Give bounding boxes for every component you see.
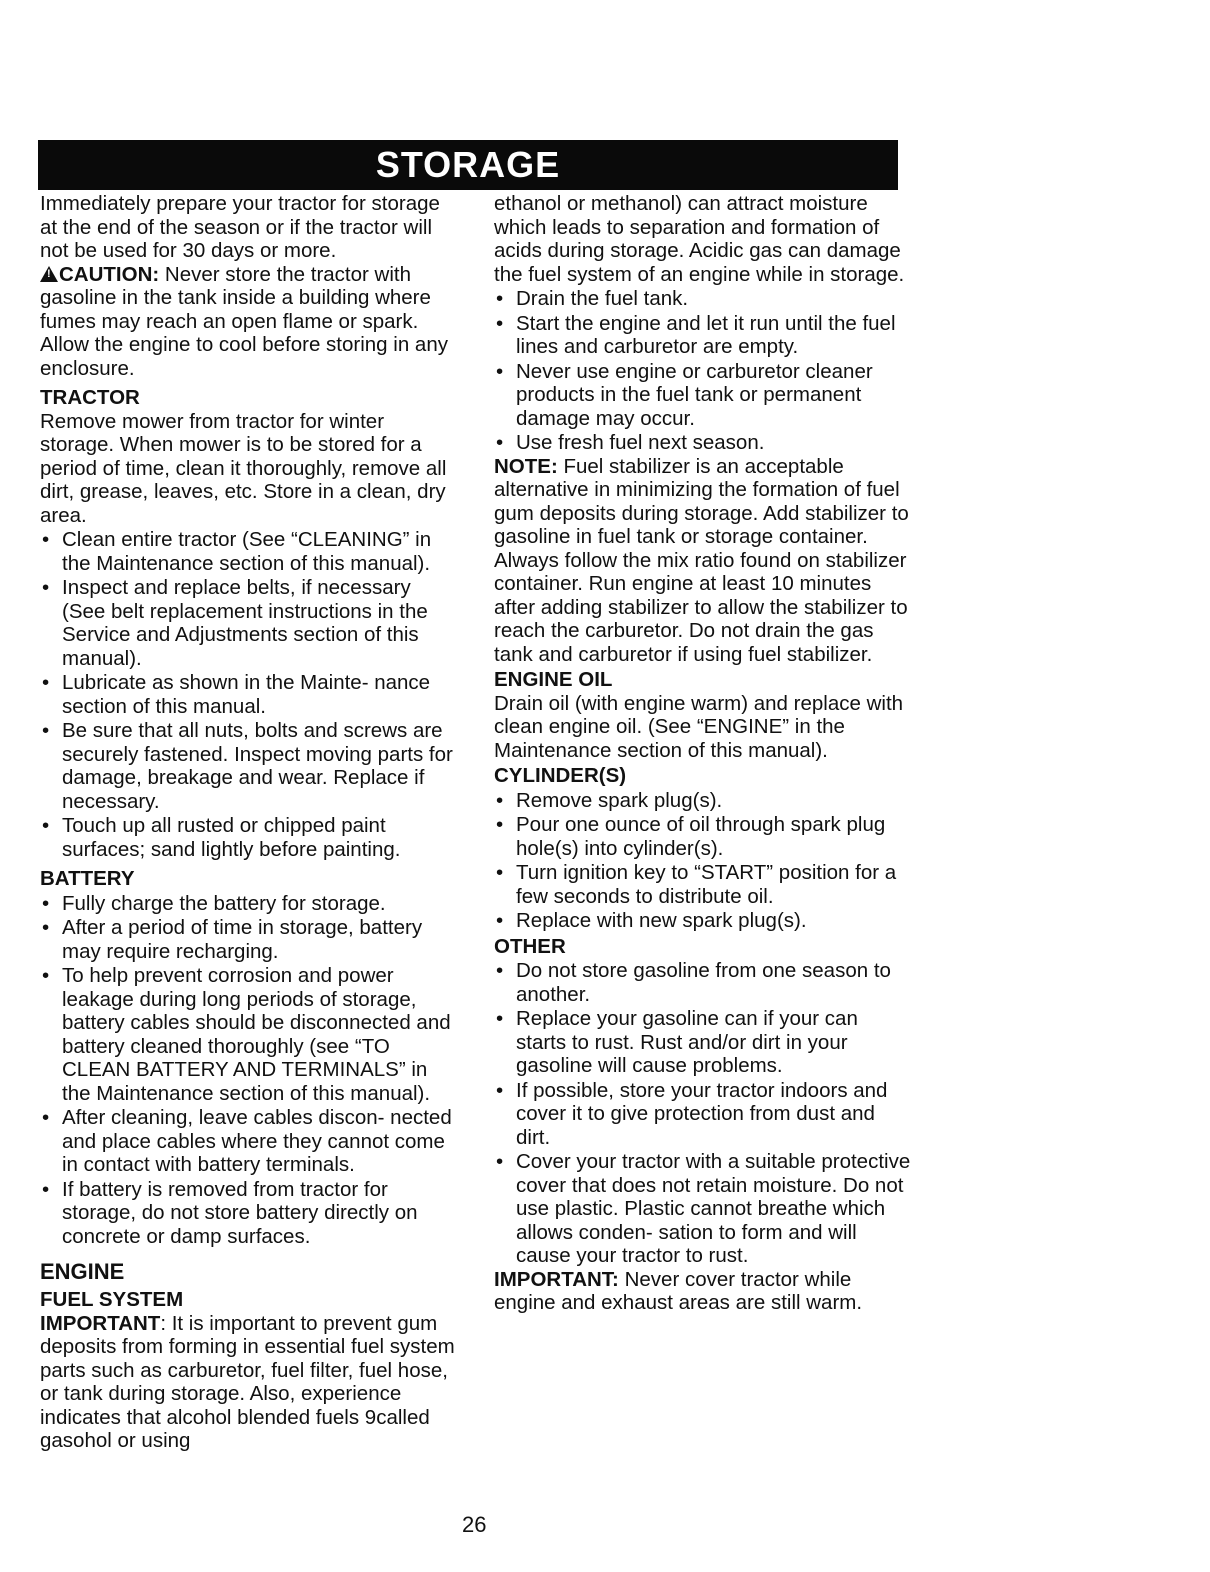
other-list xyxy=(494,959,912,1268)
list-item: • Touch up all rusted or chipped paint surfaces; sand lightly before painting. xyxy=(40,814,458,861)
important-warning-text: Never cover tractor while engine and exhaust areas are still warm. xyxy=(494,1267,863,1314)
fuel-list xyxy=(494,287,912,455)
warning-triangle-icon xyxy=(40,266,58,282)
list-item: • Replace your gasoline can if your can starts to rust. Rust and/or dirt in your gasoline will cause problems. xyxy=(494,1007,912,1078)
section-banner xyxy=(38,140,898,190)
list-item: • Use fresh fuel next season. xyxy=(494,431,912,455)
battery-heading: BATTERY xyxy=(40,867,135,890)
section-title: STORAGE xyxy=(375,144,561,185)
engine-oil-paragraph: Drain oil (with engine warm) and replace with clean engine oil. (See “ENGINE” in the Maintenance section of this manual). xyxy=(494,691,904,762)
cylinders-heading: CYLINDER(S) xyxy=(494,764,627,787)
list-item: • Replace with new spark plug(s). xyxy=(494,909,912,933)
list-item: • Be sure that all nuts, bolts and screws are securely fastened. Inspect moving parts for damage, breakage and wear. Replace if necessary. xyxy=(40,719,458,813)
caution-text: Never store the tractor with gasoline in the tank inside a building where fumes may reach an open flame or spark. Allow the engine to cool before storing in any enclosure. xyxy=(40,262,448,380)
fuel-system-heading: FUEL SYSTEM xyxy=(40,1288,184,1311)
important-paragraph xyxy=(40,1312,458,1453)
list-item: • Fully charge the battery for storage. xyxy=(40,892,458,916)
other-heading: OTHER xyxy=(494,934,566,958)
list-item: • Cover your tractor with a suitable protective cover that does not retain moisture. Do not use plastic. Plastic cannot breathe which allows conden- sation to form and will cause your tractor to rust. xyxy=(494,1150,912,1268)
list-item: • If possible, store your tractor indoors and cover it to give protection from dust and dirt. xyxy=(494,1079,912,1150)
list-item: • Clean entire tractor (See “CLEANING” in the Maintenance section of this manual). xyxy=(40,528,458,575)
list-item: • Pour one ounce of oil through spark plug hole(s) into cylinder(s). xyxy=(494,813,912,860)
list-item: • Inspect and replace belts, if necessary (See belt replacement instructions in the Service and Adjustments section of this manual). xyxy=(40,576,458,670)
important-warning-paragraph xyxy=(494,1268,912,1315)
list-item: • After cleaning, leave cables discon- nected and place cables where they cannot come in contact with battery terminals. xyxy=(40,1106,458,1177)
list-item: • To help prevent corrosion and power leakage during long periods of storage, battery cables should be disconnected and battery cleaned thoroughly (see “TO CLEAN BATTERY AND TERMINALS” in the Maintenance section of this manual). xyxy=(40,964,458,1105)
caution-paragraph xyxy=(40,263,458,381)
list-item: • Drain the fuel tank. xyxy=(494,287,912,311)
important-label: IMPORTANT xyxy=(40,1311,161,1335)
list-item: • Start the engine and let it run until the fuel lines and carburetor are empty. xyxy=(494,312,912,359)
intro-paragraph: Immediately prepare your tractor for storage at the end of the season or if the tractor will not be used for 30 days or more. xyxy=(40,192,440,262)
important-text: : It is important to prevent gum deposits from forming in essential fuel system parts such as carburetor, fuel filter, fuel hose, or tank during storage. Also, experience indicates that alcohol blended fuels 9called gasohol or using xyxy=(40,1311,455,1452)
list-item: • Turn ignition key to “START” position for a few seconds to distribute oil. xyxy=(494,861,912,908)
right-column xyxy=(494,192,912,1315)
note-text: Fuel stabilizer is an acceptable alternative in minimizing the formation of fuel gum deposits during storage. Add stabilizer to gasoline in fuel tank or storage container. Always follow the mix ratio found on stabilizer container. Run engine at least 10 minutes after adding stabilizer to allow the stabilizer to reach the carburetor. Do not drain the gas tank and carburetor if using fuel stabilizer. xyxy=(494,454,909,666)
tractor-paragraph: Remove mower from tractor for winter storage. When mower is to be stored for a period of time, clean it thoroughly, remove all dirt, grease, leaves, etc. Store in a clean, dry area. xyxy=(40,409,447,527)
engine-oil-heading: ENGINE OIL xyxy=(494,668,613,691)
engine-heading: ENGINE xyxy=(40,1259,125,1284)
list-item: • Remove spark plug(s). xyxy=(494,789,912,813)
list-item: • Do not store gasoline from one season to another. xyxy=(494,959,912,1006)
cylinders-list xyxy=(494,789,912,933)
note-paragraph xyxy=(494,455,912,667)
list-item: • If battery is removed from tractor for storage, do not store battery directly on concrete or damp surfaces. xyxy=(40,1178,458,1249)
battery-list xyxy=(40,892,458,1249)
page-number: 26 xyxy=(462,1512,487,1537)
list-item: • Lubricate as shown in the Mainte- nance section of this manual. xyxy=(40,671,458,718)
list-item: • After a period of time in storage, battery may require recharging. xyxy=(40,916,458,963)
important-label: IMPORTANT: xyxy=(494,1267,619,1291)
caution-label: CAUTION: xyxy=(59,262,160,286)
note-label: NOTE: xyxy=(494,454,558,478)
tractor-list xyxy=(40,528,458,861)
tractor-heading: TRACTOR xyxy=(40,386,140,409)
continued-paragraph: ethanol or methanol) can attract moisture which leads to separation and formation of acids during storage. Acidic gas can damage the fuel system of an engine while in storage. xyxy=(494,192,905,286)
list-item: • Never use engine or carburetor cleaner products in the fuel tank or permanent damage may occur. xyxy=(494,360,912,431)
left-column xyxy=(40,192,458,1453)
